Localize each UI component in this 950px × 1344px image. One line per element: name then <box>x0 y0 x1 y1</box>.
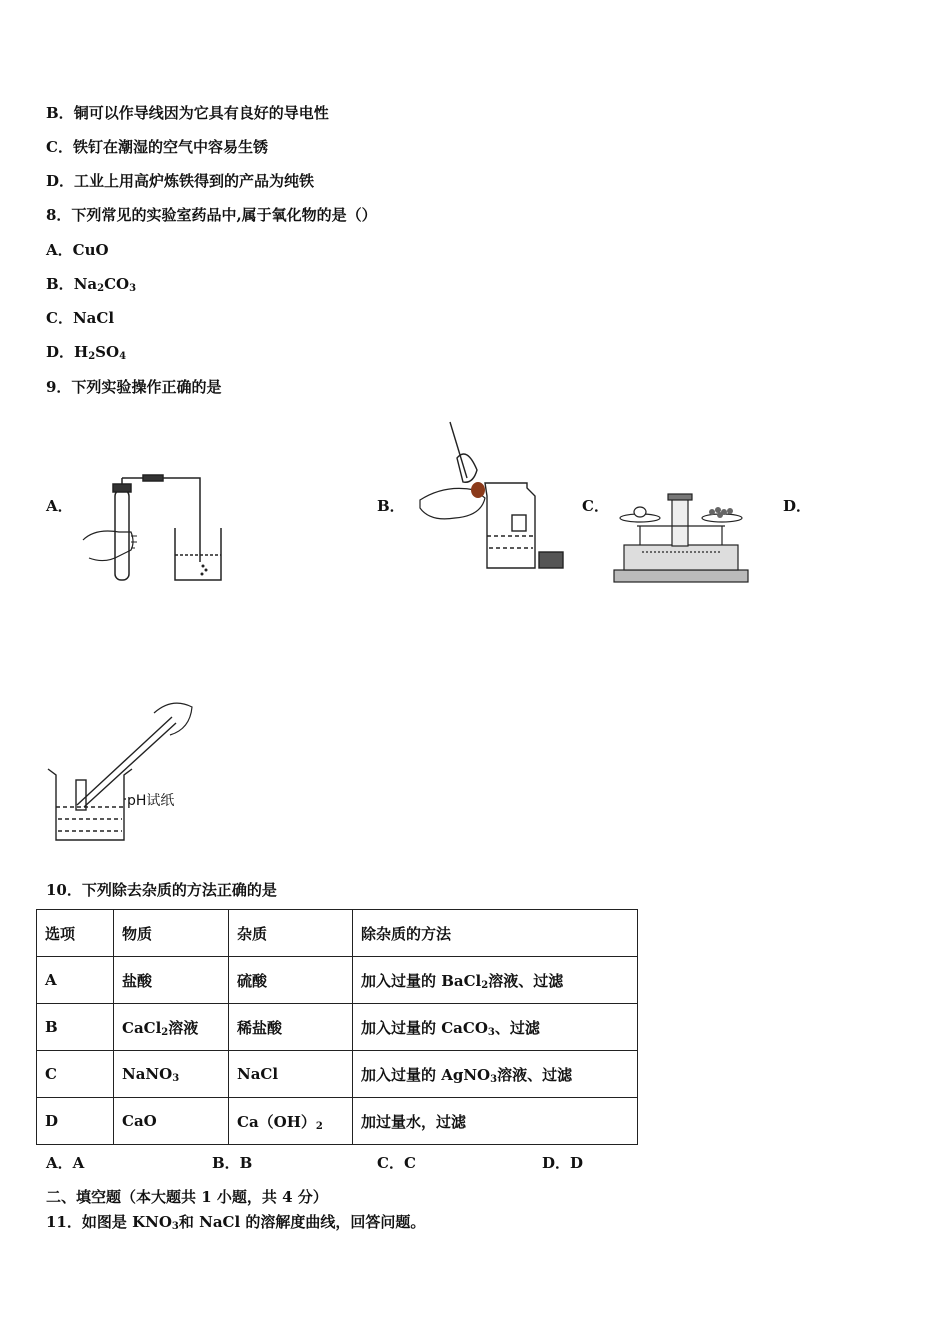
table-row <box>37 1004 638 1051</box>
q8-option-a: A．CuO <box>46 241 109 259</box>
figure-airtightness-check <box>75 470 235 585</box>
q10-answer-a: A．A <box>46 1154 85 1172</box>
row-substance: CaCl$_2$溶液 <box>114 1004 229 1051</box>
row-method: 加入过量的 CaCO$_3$、过滤 <box>353 1004 638 1051</box>
header-option: 选项 <box>37 910 114 957</box>
q10-answer-b: B．B <box>212 1154 253 1172</box>
row-substance: NaNO$_3$ <box>114 1051 229 1098</box>
q9-stem: 9．下列实验操作正确的是 <box>46 378 222 396</box>
q8-stem: 8．下列常见的实验室药品中,属于氧化物的是（） <box>46 206 377 224</box>
row-option: B <box>37 1004 114 1051</box>
table-row <box>37 957 638 1004</box>
q7-option-c: C．铁钉在潮湿的空气中容易生锈 <box>46 138 268 156</box>
q10-answer-c: C．C <box>377 1154 416 1172</box>
figure-balance <box>612 490 752 585</box>
row-substance: CaO <box>114 1098 229 1145</box>
row-method: 加入过量的 AgNO$_3$溶液、过滤 <box>353 1051 638 1098</box>
q9-label-c: C． <box>582 497 609 515</box>
q7-option-d: D．工业上用高炉炼铁得到的产品为纯铁 <box>46 172 315 190</box>
header-substance: 物质 <box>114 910 229 957</box>
header-impurity: 杂质 <box>229 910 353 957</box>
row-impurity: 硫酸 <box>229 957 353 1004</box>
row-impurity: 稀盐酸 <box>229 1004 353 1051</box>
ph-paper-label: pH试纸 <box>127 793 175 809</box>
q10-stem: 10．下列除去杂质的方法正确的是 <box>46 881 277 899</box>
q9-label-b: B． <box>377 497 405 515</box>
row-method: 加入过量的 BaCl$_2$溶液、过滤 <box>353 957 638 1004</box>
q8-option-d: D．$H_2SO_4$ <box>46 343 127 362</box>
row-substance: 盐酸 <box>114 957 229 1004</box>
section2-heading: 二、填空题（本大题共 1 小题，共 4 分） <box>46 1188 328 1206</box>
q9-label-a: A． <box>46 497 73 515</box>
row-option: C <box>37 1051 114 1098</box>
q11-stem: 11．如图是 $KNO_3$和 NaCl 的溶解度曲线，回答问题。 <box>46 1213 426 1232</box>
q8-option-c: C．NaCl <box>46 309 115 327</box>
row-option: A <box>37 957 114 1004</box>
q8-option-b: B．$Na_2CO_3$ <box>46 275 137 294</box>
row-option: D <box>37 1098 114 1145</box>
row-impurity: NaCl <box>229 1051 353 1098</box>
table-row <box>37 1051 638 1098</box>
table-row <box>37 1098 638 1145</box>
q9-label-d: D． <box>783 497 812 515</box>
q10-answer-d: D．D <box>542 1154 584 1172</box>
figure-dropper <box>415 418 575 573</box>
q7-option-b: B．铜可以作导线因为它具有良好的导电性 <box>46 104 329 122</box>
table-header-row <box>37 910 638 957</box>
row-impurity: $Ca(OH)_2$ <box>229 1098 353 1145</box>
figure-ph-test <box>42 695 202 843</box>
header-method: 除杂质的方法 <box>353 910 638 957</box>
q10-table <box>36 909 638 1145</box>
row-method: 加过量水，过滤 <box>353 1098 638 1145</box>
